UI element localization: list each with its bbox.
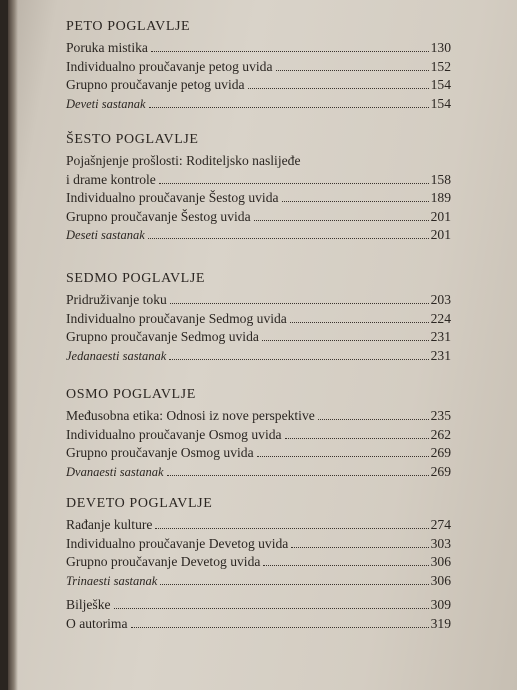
chapter-title: SEDMO POGLAVLJE xyxy=(66,271,206,286)
leader-dots xyxy=(151,51,429,52)
page-number: 231 xyxy=(430,347,451,363)
leader-dots xyxy=(290,322,429,323)
toc-entry: Grupno proučavanje petog uvida 154 xyxy=(66,76,451,95)
chapter-title: PETO POGLAVLJE xyxy=(66,19,191,34)
leader-dots xyxy=(131,627,429,628)
leader-dots xyxy=(114,608,429,609)
book-spine-shadow xyxy=(8,0,18,690)
leader-dots xyxy=(318,419,429,420)
chapter-title: DEVETO POGLAVLJE xyxy=(66,496,213,511)
toc-entry-meeting: Deseti sastanak 201 xyxy=(66,226,451,245)
toc-entry: Grupno proučavanje Šestog uvida 201 xyxy=(66,208,451,227)
leader-dots xyxy=(155,528,428,529)
page-number: 203 xyxy=(430,292,451,307)
leader-dots xyxy=(263,565,428,566)
toc-entry-meeting: Trinaesti sastanak 306 xyxy=(66,572,451,591)
toc-entry: Individualno proučavanje Osmog uvida 262 xyxy=(66,426,451,445)
page-number: 309 xyxy=(430,597,451,612)
toc-entry: Individualno proučavanje Devetog uvida 303 xyxy=(66,535,451,554)
page-number: 201 xyxy=(430,208,451,224)
page-number: 152 xyxy=(430,58,451,74)
page-number: 189 xyxy=(430,190,451,205)
page-number: 224 xyxy=(430,310,451,326)
chapter-title: ŠESTO POGLAVLJE xyxy=(66,132,199,147)
toc-entry: Grupno proučavanje Devetog uvida 306 xyxy=(66,553,451,572)
page-number: 306 xyxy=(430,572,451,588)
page-number: 235 xyxy=(430,408,451,423)
leader-dots xyxy=(254,220,429,221)
leader-dots xyxy=(170,303,429,304)
chapter-8 xyxy=(66,386,451,481)
page-number: 262 xyxy=(430,426,451,442)
toc-entry: Rađanje kulture 274 xyxy=(66,516,451,535)
chapter-6 xyxy=(66,131,451,245)
back-matter xyxy=(66,596,451,633)
page-number: 158 xyxy=(430,171,451,187)
chapter-9 xyxy=(66,495,451,590)
page-number: 154 xyxy=(430,95,451,111)
leader-dots xyxy=(169,359,428,360)
toc-entry: Individualno proučavanje Sedmog uvida 224 xyxy=(66,310,451,329)
page-number: 269 xyxy=(430,463,451,479)
toc-entry: Poruka mistika 130 xyxy=(66,39,451,58)
toc-entry: Individualno proučavanje Šestog uvida 189 xyxy=(66,189,451,208)
leader-dots xyxy=(276,70,429,71)
leader-dots xyxy=(149,107,429,108)
toc-entry-line1: Pojašnjenje prošlosti: Roditeljsko naslijeđe xyxy=(66,153,301,168)
leader-dots xyxy=(285,438,429,439)
page-number: 303 xyxy=(430,535,451,551)
toc-entry: i drame kontrole 158 xyxy=(66,171,451,190)
page-number: 201 xyxy=(430,227,451,242)
toc-entry-meeting: Dvanaesti sastanak 269 xyxy=(66,463,451,482)
page-number: 154 xyxy=(430,77,451,92)
leader-dots xyxy=(167,475,429,476)
toc-entry: Međusobna etika: Odnosi iz nove perspektive 235 xyxy=(66,407,451,426)
leader-dots xyxy=(257,456,429,457)
leader-dots xyxy=(291,547,428,548)
page-number: 306 xyxy=(430,554,451,569)
leader-dots xyxy=(248,88,429,89)
page-number: 269 xyxy=(430,445,451,460)
page-number: 130 xyxy=(430,40,451,55)
leader-dots xyxy=(262,340,429,341)
chapter-title: OSMO POGLAVLJE xyxy=(66,387,196,402)
page-number: 274 xyxy=(430,517,451,532)
toc-entry: Grupno proučavanje Osmog uvida 269 xyxy=(66,444,451,463)
toc-entry: Bilješke 309 xyxy=(66,596,451,615)
chapter-5 xyxy=(66,18,451,113)
chapter-7 xyxy=(66,270,451,365)
toc-entry: O autorima 319 xyxy=(66,615,451,634)
leader-dots xyxy=(160,584,428,585)
book-page xyxy=(8,0,517,690)
toc-entry: Grupno proučavanje Sedmog uvida 231 xyxy=(66,328,451,347)
toc-entry: Individualno proučavanje petog uvida 152 xyxy=(66,58,451,77)
leader-dots xyxy=(148,238,429,239)
page-number: 231 xyxy=(430,329,451,344)
leader-dots xyxy=(159,183,429,184)
toc-entry: Pridruživanje toku 203 xyxy=(66,291,451,310)
page-number: 319 xyxy=(430,615,451,631)
toc-entry-meeting: Jedanaesti sastanak 231 xyxy=(66,347,451,366)
leader-dots xyxy=(282,201,429,202)
toc-entry-meeting: Deveti sastanak 154 xyxy=(66,95,451,114)
